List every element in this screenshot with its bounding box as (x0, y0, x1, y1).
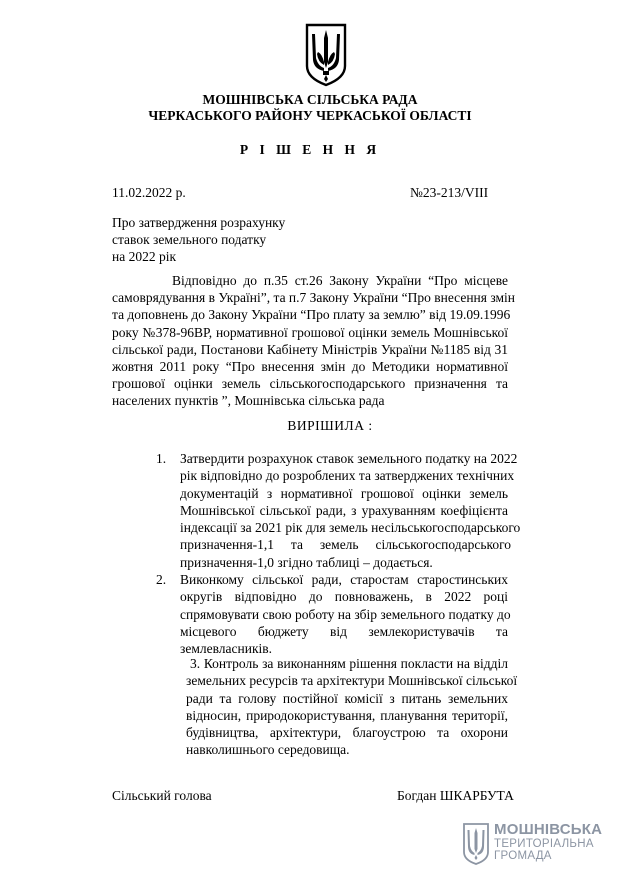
item-line: призначення-1,0 згідно таблиці – додається. (180, 554, 433, 570)
item-line: індексації за 2021 рік для земель несільськогосподарського (180, 520, 521, 536)
decision-item-1 (156, 450, 521, 571)
item-line: відносин, природокористування, планування території, (186, 707, 508, 723)
item-line: Виконкому сільської ради, старостам старостинських (180, 572, 508, 588)
signature-name: Богдан ШКАРБУТА (397, 788, 514, 803)
item-line: призначення-1,1 та земель сільськогосподарського (180, 537, 512, 553)
preamble-line: грошової оцінки земель сільськогосподарського призначення та (112, 376, 508, 392)
preamble-line: сільської ради, Постанови Кабінету Міністрів України №1185 від 31 (112, 341, 508, 357)
item-line: Мошнівської сільської ради, з урахуванням коефіцієнта (180, 502, 508, 518)
decision-item-3 (186, 655, 518, 759)
item-line: навколишнього середовища. (186, 742, 350, 758)
subject-line: Про затвердження розрахунку (112, 215, 286, 230)
preamble-line: та доповнень до Закону України “Про плату за землю” від 19.09.1996 (112, 307, 511, 323)
item-line: земельних ресурсів та архітектури Мошнівської сільської (186, 673, 518, 689)
trident-emblem-icon (304, 22, 348, 88)
item-line: округів відповідно до повноважень, в 2022 році (180, 589, 508, 605)
preamble-line: населених пунктів ”, Мошнівська сільська рада (112, 393, 385, 409)
trident-logo-icon (462, 822, 490, 866)
logo-subtitle-1: ТЕРИТОРІАЛЬНА (494, 838, 594, 850)
council-line-1: МОШНІВСЬКА СІЛЬСЬКА РАДА (202, 92, 418, 107)
item-line: землевласників. (180, 641, 273, 657)
item-line: ради та голову постійної комісії з питань земельних (186, 690, 508, 706)
decision-date: 11.02.2022 р. (112, 185, 186, 200)
subject-line: на 2022 рік (112, 249, 177, 264)
decision-number: №23-213/VIII (410, 185, 489, 200)
preamble-line: Відповідно до п.35 ст.26 Закону України “Про місцеве (172, 273, 508, 288)
item-line: спрямовувати свою роботу на збір земельного податку до (180, 606, 511, 622)
logo-name: МОШНІВСЬКА (494, 821, 603, 838)
subject-line: ставок земельного податку (112, 232, 267, 247)
decision-items (156, 450, 521, 658)
preamble-paragraph (112, 272, 516, 410)
decision-item-2 (156, 571, 511, 657)
item-line: рік відповідно до розроблених та затверджених технічних (180, 468, 515, 484)
community-logo (462, 818, 612, 870)
resolved-heading: ВИРІШИЛА : (287, 418, 373, 433)
item-line: місцевого бюджету від землекористувачів та (180, 623, 508, 639)
logo-subtitle-2: ГРОМАДА (494, 850, 552, 862)
item-line: будівництва, архітектури, благоустрою та охорони (186, 725, 508, 741)
item-line: 3. Контроль за виконанням рішення покласти на відділ (190, 656, 508, 671)
item-line: документацій з нормативної грошової оцінки земель (180, 485, 508, 501)
item-line: Затвердити розрахунок ставок земельного податку на 2022 (180, 451, 518, 466)
council-name (0, 92, 620, 124)
signature-role: Сільський голова (112, 788, 212, 803)
decision-subject (112, 214, 285, 265)
council-line-2: ЧЕРКАСЬКОГО РАЙОНУ ЧЕРКАСЬКОЇ ОБЛАСТІ (148, 108, 472, 123)
preamble-line: самоврядування в Україні”, та п.7 Закону України “Про внесення змін (112, 290, 516, 306)
preamble-line: жовтня 2011 року “Про внесення змін до Методики нормативної (112, 359, 508, 375)
preamble-line: року №378-96ВР, нормативної грошової оцінки земель Мошнівської (112, 324, 508, 340)
decision-title: Р І Ш Е Н Н Я (239, 142, 381, 157)
item-number: 2. (156, 572, 167, 588)
item-number: 1. (156, 451, 167, 466)
